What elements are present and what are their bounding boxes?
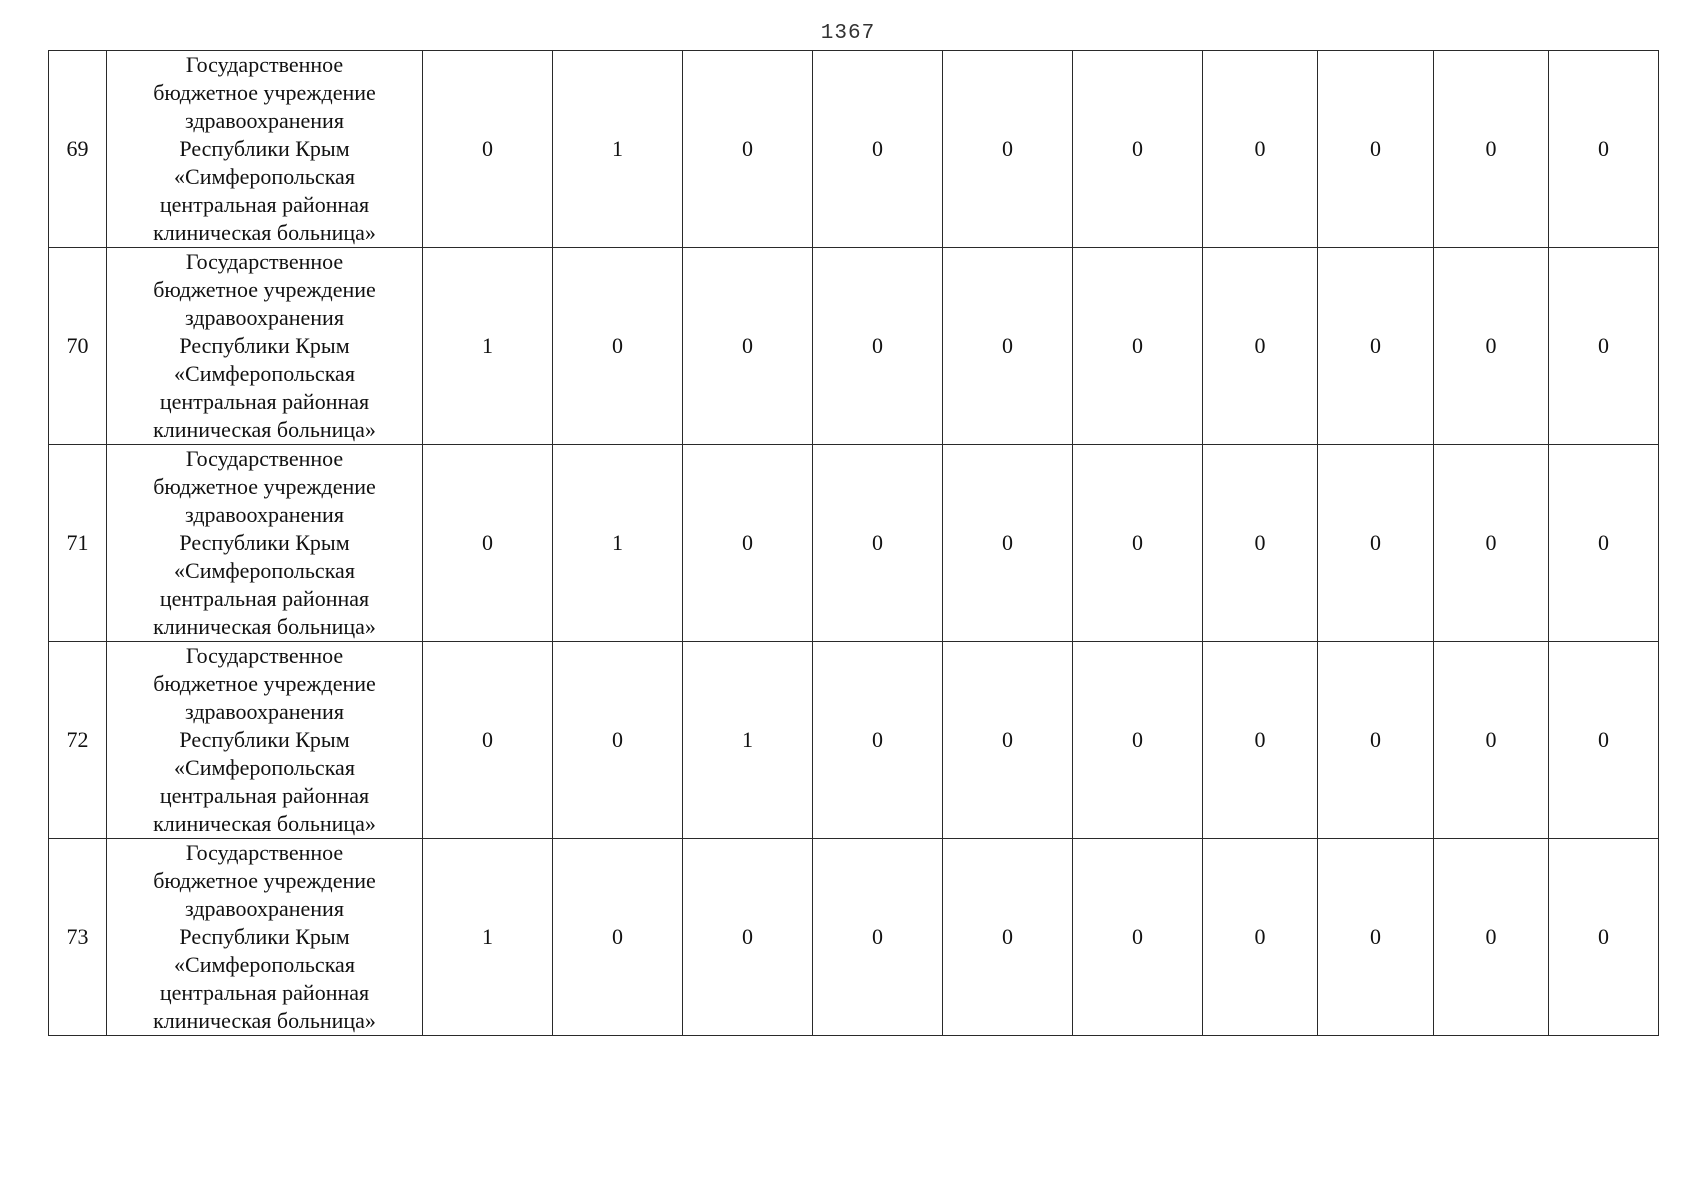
row-number-cell: 70 — [49, 248, 107, 445]
value-cell: 0 — [813, 445, 943, 642]
value-cell: 1 — [553, 51, 683, 248]
value-cell: 0 — [943, 248, 1073, 445]
institution-name-line: Республики Крым — [179, 333, 350, 358]
value-cell: 0 — [683, 445, 813, 642]
row-number-cell: 71 — [49, 445, 107, 642]
value-cell: 0 — [813, 51, 943, 248]
value-cell: 0 — [423, 642, 553, 839]
value-cell: 0 — [1434, 51, 1549, 248]
value-cell: 0 — [813, 642, 943, 839]
institution-name-line: Государственное — [185, 643, 344, 668]
value-cell: 0 — [683, 839, 813, 1036]
value-cell: 0 — [1549, 248, 1659, 445]
institution-name-line: «Симферопольская — [174, 558, 355, 583]
value-cell: 0 — [1434, 248, 1549, 445]
institution-name-line: «Симферопольская — [174, 952, 355, 977]
institution-name-line: Республики Крым — [179, 530, 350, 555]
institution-name-line: клиническая больница» — [153, 417, 376, 442]
value-cell: 1 — [683, 642, 813, 839]
value-cell: 0 — [813, 839, 943, 1036]
value-cell: 0 — [1203, 445, 1318, 642]
value-cell: 0 — [1203, 51, 1318, 248]
institution-name-line: центральная районная — [159, 389, 370, 414]
institution-name-line: бюджетное учреждение — [153, 474, 376, 499]
institution-name-line: Государственное — [185, 52, 344, 77]
value-cell: 0 — [553, 248, 683, 445]
institution-name-cell — [107, 642, 423, 839]
table-row — [49, 445, 1659, 642]
institution-name-line: Республики Крым — [179, 924, 350, 949]
value-cell: 0 — [1318, 642, 1434, 839]
institution-name-line: «Симферопольская — [174, 755, 355, 780]
institution-name-line: «Симферопольская — [174, 361, 355, 386]
institution-name-line: центральная районная — [159, 783, 370, 808]
value-cell: 0 — [813, 248, 943, 445]
value-cell: 0 — [1203, 642, 1318, 839]
institution-name-line: «Симферопольская — [174, 164, 355, 189]
institution-name-cell — [107, 248, 423, 445]
data-table — [48, 50, 1659, 1036]
value-cell: 0 — [1434, 839, 1549, 1036]
value-cell: 0 — [1549, 51, 1659, 248]
institution-name-line: бюджетное учреждение — [153, 80, 376, 105]
value-cell: 0 — [1549, 445, 1659, 642]
value-cell: 0 — [1318, 839, 1434, 1036]
value-cell: 0 — [1318, 51, 1434, 248]
value-cell: 0 — [1073, 248, 1203, 445]
institution-name-line: бюджетное учреждение — [153, 671, 376, 696]
institution-name-cell — [107, 51, 423, 248]
value-cell: 0 — [423, 445, 553, 642]
institution-name-line: клиническая больница» — [153, 811, 376, 836]
table-row — [49, 51, 1659, 248]
value-cell: 0 — [1549, 642, 1659, 839]
institution-name-line: Государственное — [185, 446, 344, 471]
value-cell: 0 — [1073, 445, 1203, 642]
row-number-cell: 73 — [49, 839, 107, 1036]
value-cell: 0 — [943, 445, 1073, 642]
table-row — [49, 642, 1659, 839]
value-cell: 0 — [1073, 642, 1203, 839]
value-cell: 1 — [423, 248, 553, 445]
value-cell: 0 — [1318, 248, 1434, 445]
value-cell: 0 — [1434, 445, 1549, 642]
value-cell: 1 — [553, 445, 683, 642]
value-cell: 0 — [1073, 839, 1203, 1036]
institution-name-line: здравоохранения — [185, 305, 344, 330]
institution-name-line: Государственное — [185, 249, 344, 274]
institution-name-line: центральная районная — [159, 980, 370, 1005]
value-cell: 0 — [1434, 642, 1549, 839]
table-row — [49, 248, 1659, 445]
value-cell: 0 — [1073, 51, 1203, 248]
value-cell: 0 — [553, 642, 683, 839]
value-cell: 0 — [1549, 839, 1659, 1036]
institution-name-line: бюджетное учреждение — [153, 868, 376, 893]
row-number-cell: 72 — [49, 642, 107, 839]
institution-name-line: центральная районная — [159, 586, 370, 611]
value-cell: 0 — [1203, 839, 1318, 1036]
table-body — [49, 51, 1659, 1036]
value-cell: 0 — [943, 51, 1073, 248]
value-cell: 0 — [943, 839, 1073, 1036]
institution-name-line: Республики Крым — [179, 136, 350, 161]
institution-name-line: здравоохранения — [185, 896, 344, 921]
institution-name-line: бюджетное учреждение — [153, 277, 376, 302]
table-row — [49, 839, 1659, 1036]
institution-name-line: Республики Крым — [179, 727, 350, 752]
institution-name-line: здравоохранения — [185, 699, 344, 724]
institution-name-line: центральная районная — [159, 192, 370, 217]
value-cell: 0 — [683, 51, 813, 248]
institution-name-line: здравоохранения — [185, 108, 344, 133]
institution-name-cell — [107, 839, 423, 1036]
institution-name-line: клиническая больница» — [153, 614, 376, 639]
value-cell: 1 — [423, 839, 553, 1036]
institution-name-cell — [107, 445, 423, 642]
institution-name-line: клиническая больница» — [153, 220, 376, 245]
value-cell: 0 — [423, 51, 553, 248]
row-number-cell: 69 — [49, 51, 107, 248]
value-cell: 0 — [1318, 445, 1434, 642]
page-number: 1367 — [820, 22, 876, 45]
value-cell: 0 — [553, 839, 683, 1036]
value-cell: 0 — [943, 642, 1073, 839]
institution-name-line: здравоохранения — [185, 502, 344, 527]
value-cell: 0 — [683, 248, 813, 445]
institution-name-line: Государственное — [185, 840, 344, 865]
institution-name-line: клиническая больница» — [153, 1008, 376, 1033]
value-cell: 0 — [1203, 248, 1318, 445]
